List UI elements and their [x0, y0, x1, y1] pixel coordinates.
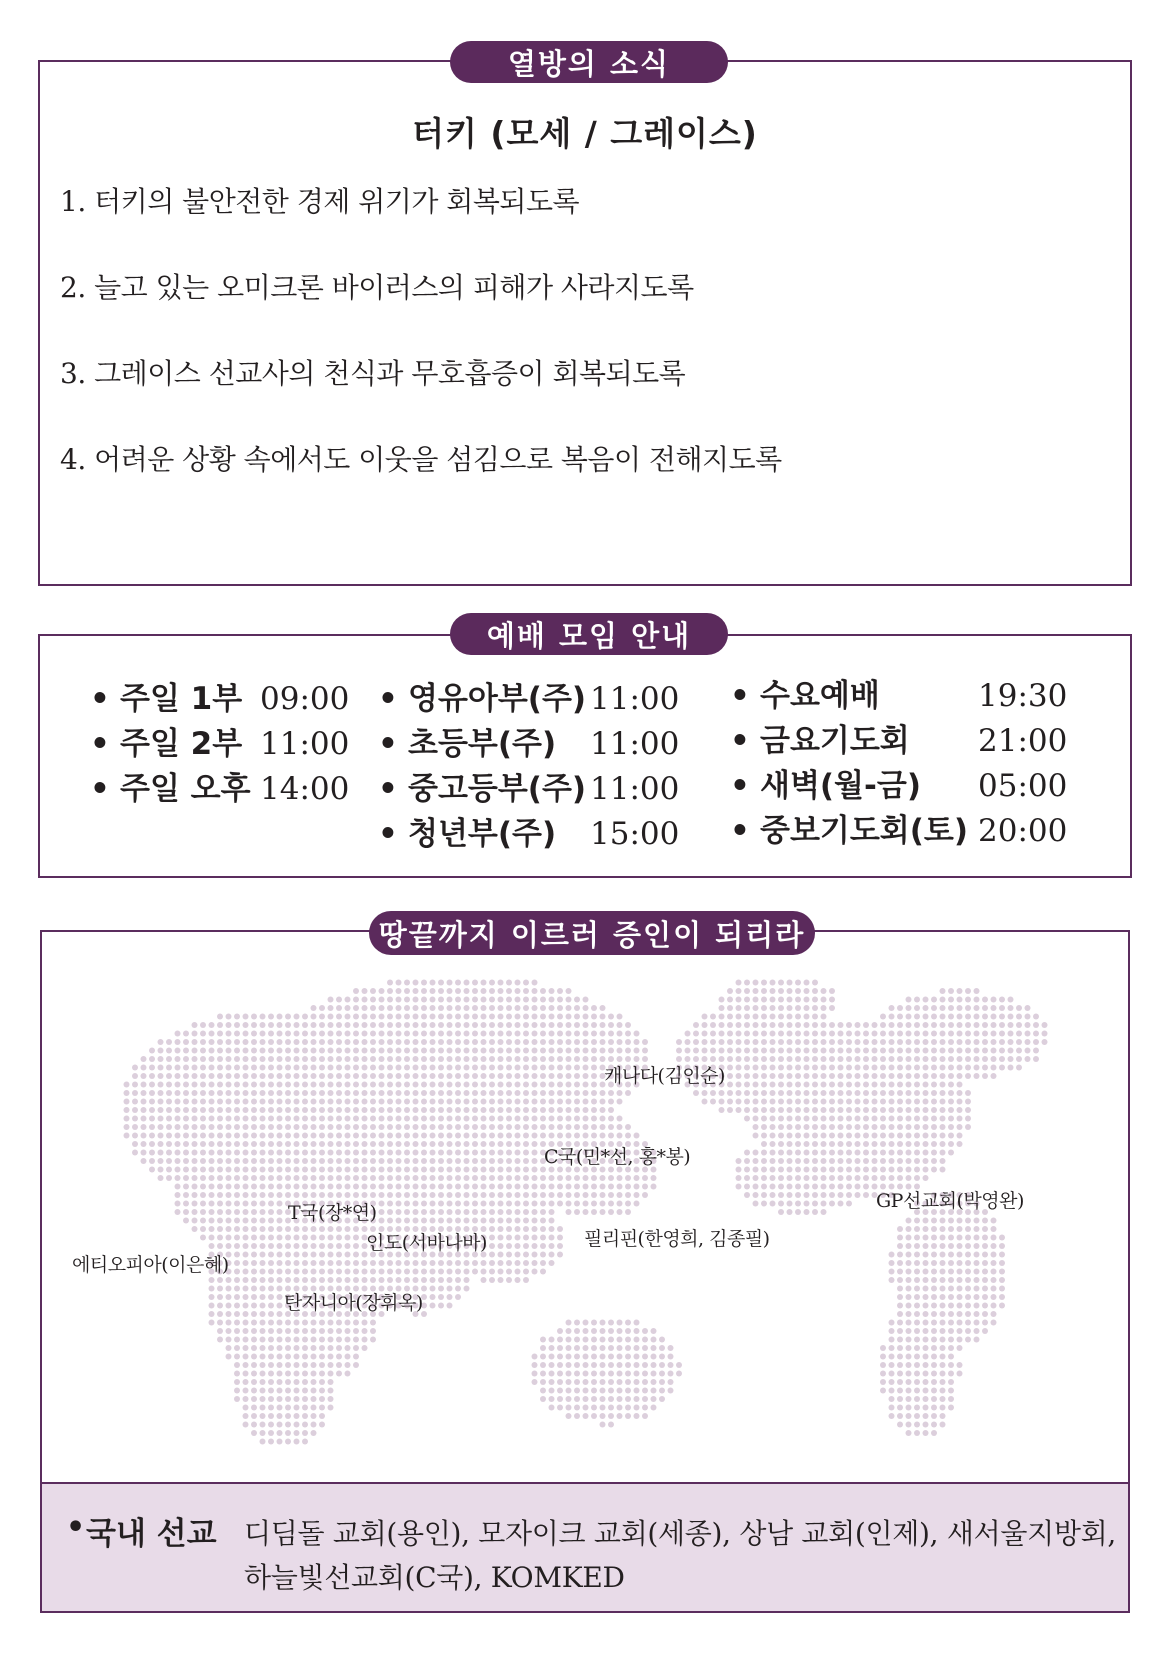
service-time: 15:00 — [590, 816, 680, 852]
missions-title: 땅끝까지 이르러 증인이 되리라 — [369, 911, 815, 955]
service-name: • 중고등부(주) — [378, 771, 587, 807]
service-time: 14:00 — [260, 771, 350, 807]
service-time: 20:00 — [978, 813, 1068, 849]
domestic-missions-label: 국내 선교 — [86, 1516, 217, 1552]
map-label-tanzania: 탄자니아(장휘옥) — [284, 1292, 423, 1314]
prayer-item-2: 2. 늘고 있는 오미크론 바이러스의 피해가 사라지도록 — [60, 271, 694, 304]
service-name: • 수요예배 — [730, 678, 880, 714]
worship-info-title: 예배 모임 안내 — [450, 613, 728, 655]
prayer-item-1: 1. 터키의 불안전한 경제 위기가 회복되도록 — [60, 185, 580, 218]
service-time: 19:30 — [978, 678, 1068, 714]
service-name: • 영유아부(주) — [378, 681, 587, 717]
service-name: • 새벽(월-금) — [730, 768, 921, 804]
map-label-philippines: 필리핀(한영희, 김종필) — [584, 1228, 770, 1250]
map-label-canada: 캐나다(김인순) — [604, 1065, 725, 1087]
domestic-bullet: • — [66, 1510, 86, 1545]
map-label-ethiopia: 에티오피아(이은혜) — [72, 1254, 229, 1276]
service-time: 09:00 — [260, 681, 350, 717]
service-time: 11:00 — [260, 726, 350, 762]
service-time: 05:00 — [978, 768, 1068, 804]
country-heading: 터키 (모세 / 그레이스) — [412, 114, 758, 153]
service-name: • 금요기도회 — [730, 723, 910, 759]
service-time: 11:00 — [590, 726, 680, 762]
service-name: • 초등부(주) — [378, 726, 557, 762]
domestic-missions-line-2: 하늘빛선교회(C국), KOMKED — [244, 1561, 625, 1594]
service-name: • 중보기도회(토) — [730, 813, 969, 849]
service-time: 21:00 — [978, 723, 1068, 759]
map-label-c-country: C국(민*선, 홍*봉) — [544, 1146, 691, 1168]
prayer-item-4: 4. 어려운 상황 속에서도 이웃을 섬김으로 복음이 전해지도록 — [60, 443, 782, 476]
service-name: • 청년부(주) — [378, 816, 557, 852]
domestic-missions-line-1: 디딤돌 교회(용인), 모자이크 교회(세종), 상남 교회(인제), 새서울지방회, — [244, 1517, 1116, 1550]
service-name: • 주일 1부 — [90, 681, 243, 717]
map-label-gp-mission: GP선교회(박영완) — [876, 1190, 1024, 1212]
map-label-india: 인도(서바나바) — [366, 1232, 487, 1254]
dotted-world-map — [80, 970, 1090, 1470]
service-time: 11:00 — [590, 681, 680, 717]
service-time: 11:00 — [590, 771, 680, 807]
map-label-t-country: T국(장*연) — [288, 1202, 377, 1224]
prayer-item-3: 3. 그레이스 선교사의 천식과 무호흡증이 회복되도록 — [60, 357, 686, 390]
service-name: • 주일 오후 — [90, 771, 251, 807]
prayer-news-title: 열방의 소식 — [450, 41, 728, 83]
service-name: • 주일 2부 — [90, 726, 243, 762]
